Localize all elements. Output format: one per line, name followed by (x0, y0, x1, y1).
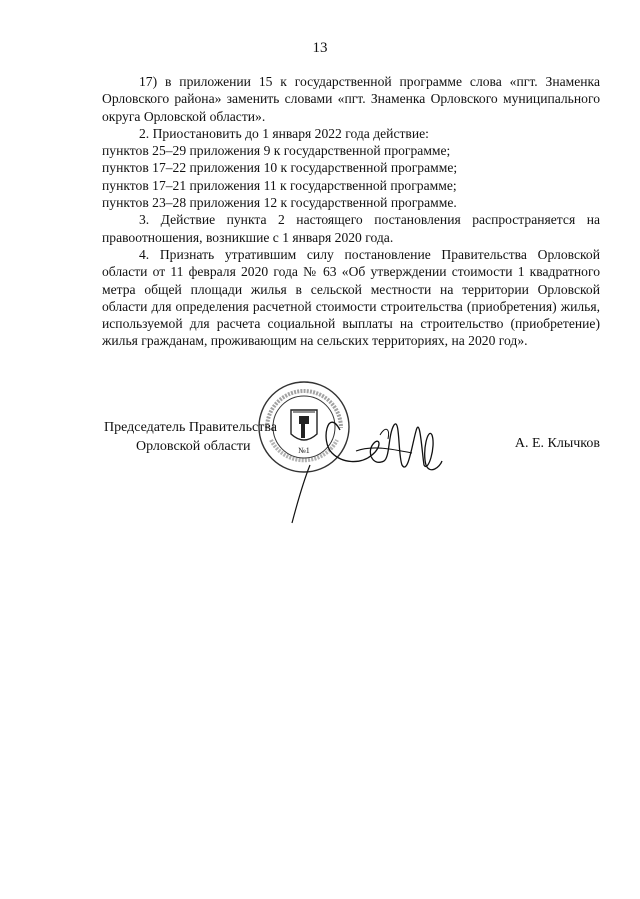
page-number: 13 (312, 40, 328, 56)
position-line-1: Председатель Правительства (104, 420, 277, 435)
paragraph-item-17: 17) в приложении 15 к государственной программе слова «пгт. Знаменка Орловского района» заменить словами «пгт. Знаменка Орловского муниципального округа Орловской области». (102, 74, 600, 124)
paragraph-effect: 3. Действие пункта 2 настоящего постановления распространяется на правоотношения, возникшие с 1 января 2020 года. (102, 212, 600, 245)
signatory-position (104, 418, 277, 456)
list-item: пунктов 23–28 приложения 12 к государственной программе. (102, 195, 457, 211)
position-line-2: Орловской области (136, 439, 251, 454)
list-item: пунктов 17–22 приложения 10 к государственной программе; (102, 160, 458, 176)
paragraph-suspend: 2. Приостановить до 1 января 2022 года действие: (139, 125, 429, 141)
svg-text:№1: №1 (298, 446, 310, 455)
list-item: пунктов 25–29 приложения 9 к государственной программе; (102, 143, 451, 159)
document-body (102, 73, 600, 350)
paragraph-repeal: 4. Признать утратившим силу постановление Правительства Орловской области от 11 февраля 2020 года № 63 «Об утверждении стоимости 1 квадратного метра общей площади жилья в сельской местности на территории Орловской области для определения расчетной стоимости строительства (приобретения) жилья, используемой для расчета социальной выплаты на строительство (приобретение) жилья гражданам, проживающим на сельских территориях, на 2020 год». (102, 246, 600, 349)
handwritten-signature (262, 395, 452, 535)
list-item: пунктов 17–21 приложения 11 к государственной программе; (102, 177, 457, 193)
signatory-name: А. Е. Клычков (514, 436, 600, 451)
